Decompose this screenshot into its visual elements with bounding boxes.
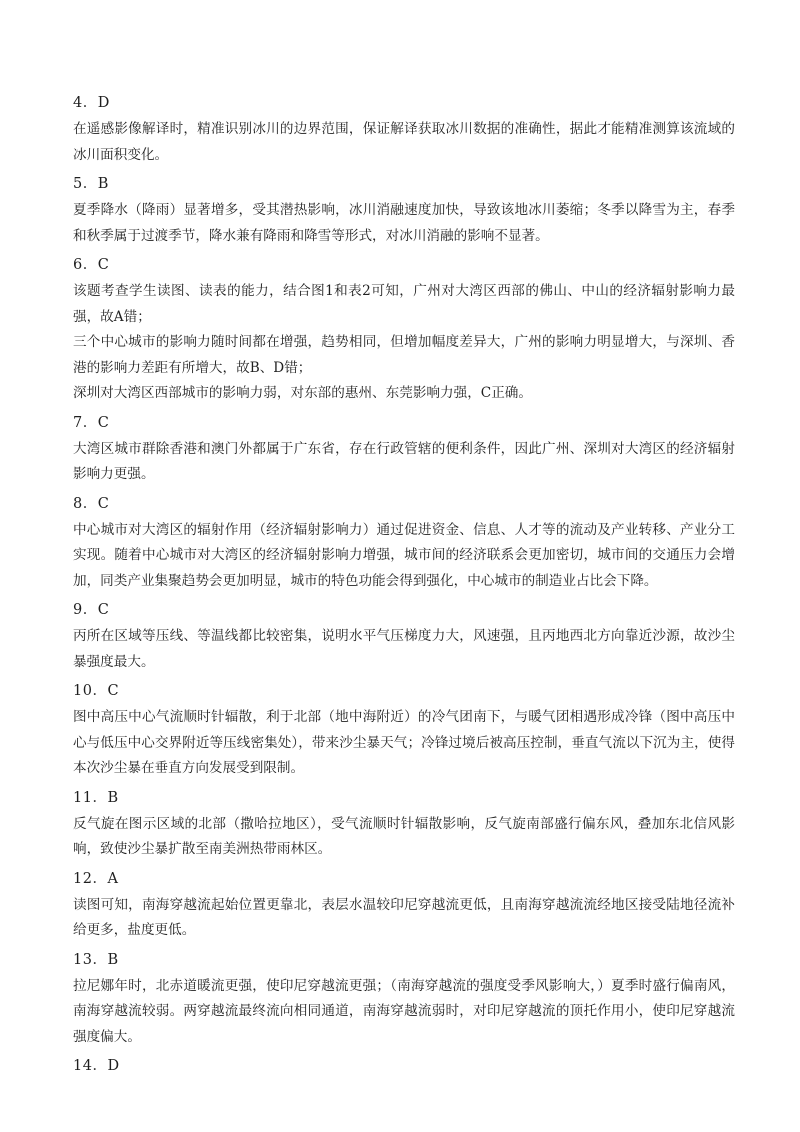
answer-item-9 (73, 599, 735, 675)
answer-item-10 (73, 680, 735, 782)
answer-number: 13．B (73, 951, 119, 968)
answer-item-4 (73, 92, 735, 168)
explanation-paragraph: 图中高压中心气流顺时针辐散，利于北部（地中海附近）的冷气团南下，与暖气团相遇形成冷锋（图中高压中心与低压中心交界附近等压线密集处），带来沙尘暴天气；冷锋过境后被高压控制，垂直气流以下沉为主，使得本次沙尘暴在垂直方向发展受到限制。 (73, 709, 735, 776)
answer-number: 9．C (73, 602, 110, 618)
answer-number: 14．D (73, 1058, 120, 1074)
explanation-paragraph: 深圳对大湾区西部城市的影响力弱，对东部的惠州、东莞影响力强，C正确。 (73, 385, 532, 401)
explanation-paragraph: 在遥感影像解译时，精准识别冰川的边界范围，保证解译获取冰川数据的准确性，据此才能精准测算该流域的冰川面积变化。 (73, 121, 735, 163)
answer-item-13 (73, 949, 735, 1051)
answer-number: 10．C (73, 683, 120, 699)
explanation-paragraph: 该题考查学生读图、读表的能力，结合图1和表2可知，广州对大湾区西部的佛山、中山的经济辐射影响力最强，故A错； (73, 283, 735, 325)
explanation-paragraph: 丙所在区域等压线、等温线都比较密集，说明水平气压梯度力大，风速强，且丙地西北方向靠近沙源，故沙尘暴强度最大。 (73, 628, 735, 670)
answer-item-8 (73, 493, 735, 595)
answer-number: 11．B (73, 789, 119, 806)
explanation-paragraph: 拉尼娜年时，北赤道暖流更强，使印尼穿越流更强；（南海穿越流的强度受季风影响大，）夏季时盛行偏南风，南海穿越流较弱。两穿越流最终流向相同通道，南海穿越流弱时，对印尼穿越流的顶托作用小，使印尼穿越流强度偏大。 (73, 977, 735, 1045)
explanation-paragraph: 大湾区城市群除香港和澳门外都属于广东省，存在行政管辖的便利条件，因此广州、深圳对大湾区的经济辐射影响力更强。 (73, 440, 735, 482)
answer-item-12 (73, 868, 735, 944)
answer-list (73, 92, 735, 1080)
answer-number: 8．C (73, 495, 110, 512)
answer-number: 4．D (73, 95, 110, 111)
explanation-paragraph: 夏季降水（降雨）显著增多，受其潜热影响，冰川消融速度加快，导致该地冰川萎缩；冬季以降雪为主，春季和秋季属于过渡季节，降水兼有降雨和降雪等形式，对冰川消融的影响不显著。 (73, 202, 735, 244)
answer-item-6 (73, 254, 735, 407)
answer-item-5 (73, 173, 735, 249)
explanation-paragraph: 读图可知，南海穿越流起始位置更靠北，表层水温较印尼穿越流更低，且南海穿越流流经地区接受陆地径流补给更多，盐度更低。 (73, 896, 735, 938)
answer-item-11 (73, 787, 735, 863)
answer-item-14 (73, 1055, 735, 1077)
answer-item-7 (73, 412, 735, 488)
explanation-paragraph: 三个中心城市的影响力随时间都在增强，趋势相同，但增加幅度差异大，广州的影响力明显增大，与深圳、香港的影响力差距有所增大，故B、D错； (73, 334, 735, 376)
answer-number: 7．C (73, 414, 110, 431)
explanation-paragraph: 中心城市对大湾区的辐射作用（经济辐射影响力）通过促进资金、信息、人才等的流动及产业转移、产业分工实现。随着中心城市对大湾区的经济辐射影响力增强，城市间的经济联系会更加密切，城市间的交通压力会增加，同类产业集聚趋势会更加明显，城市的特色功能会得到强化，中心城市的制造业占比会下降。 (73, 521, 735, 589)
answer-number: 12．A (73, 870, 119, 887)
answer-number: 6．C (73, 257, 110, 273)
explanation-paragraph: 反气旋在图示区域的北部（撒哈拉地区），受气流顺时针辐散影响，反气旋南部盛行偏东风，叠加东北信风影响，致使沙尘暴扩散至南美洲热带雨林区。 (73, 815, 735, 857)
answer-number: 5．B (73, 176, 109, 192)
